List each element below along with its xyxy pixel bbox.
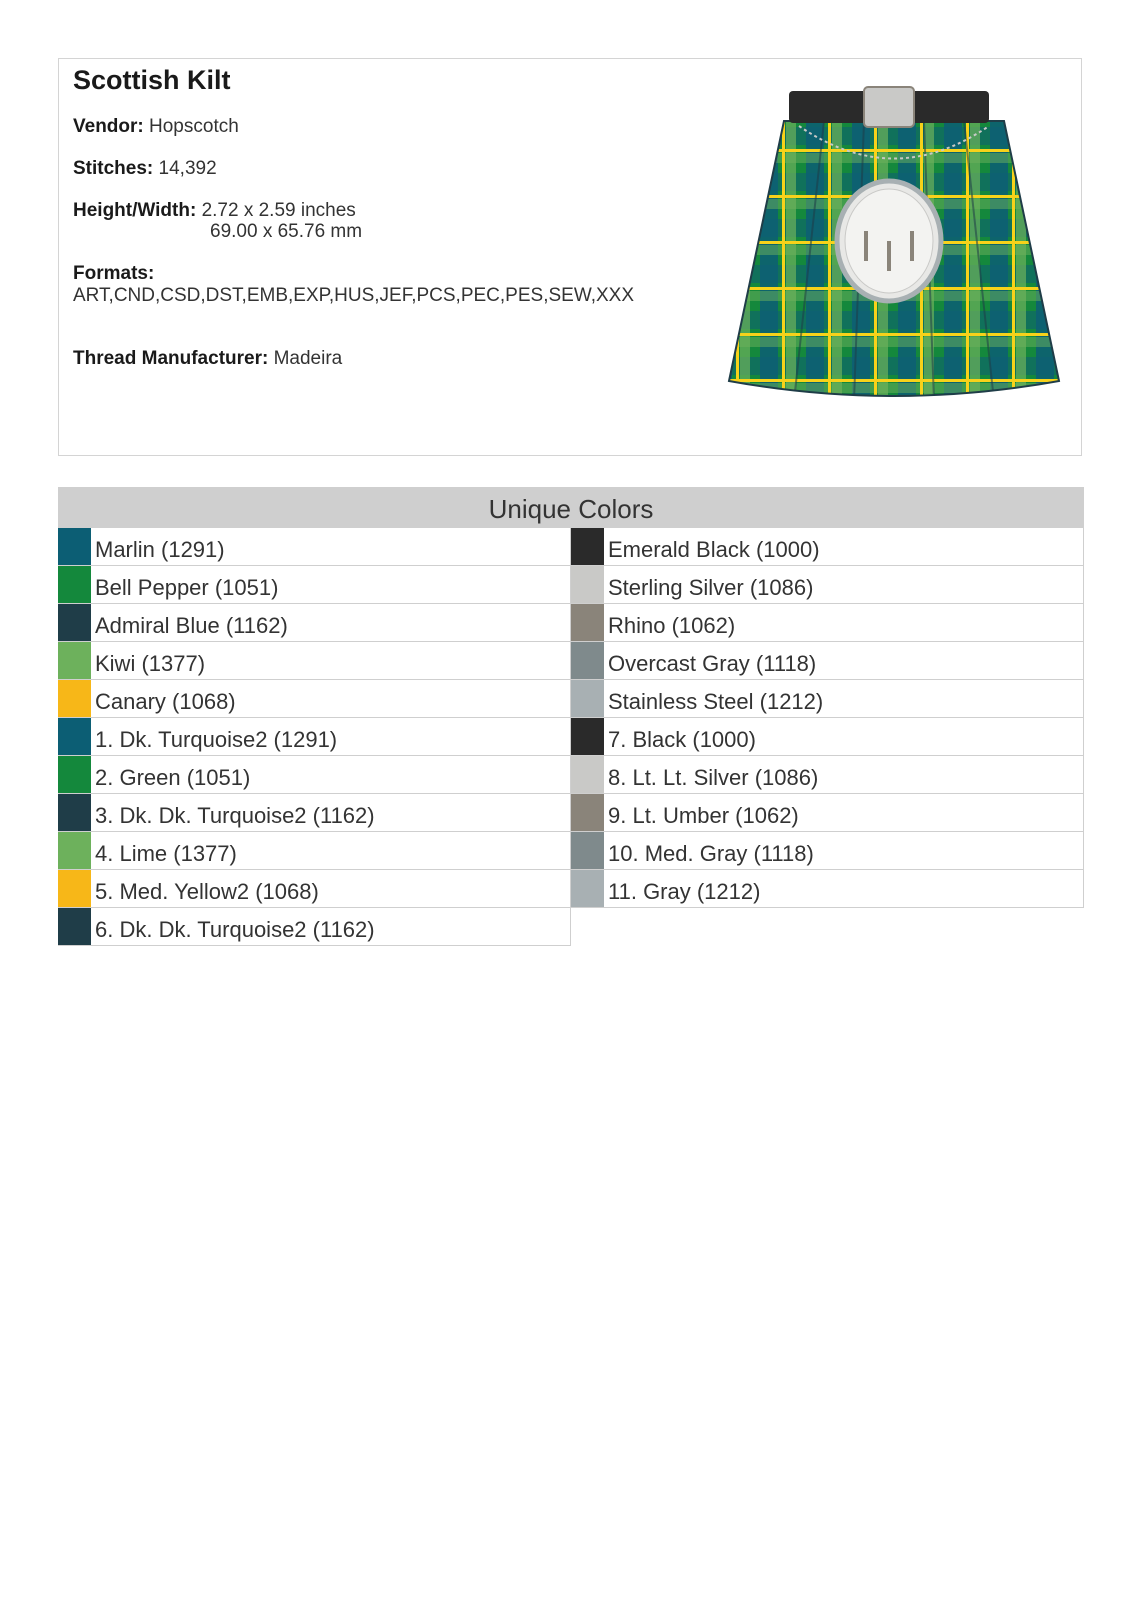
color-column-right (571, 528, 1084, 908)
color-label: 7. Black (1000) (608, 727, 756, 752)
color-swatch (58, 718, 91, 755)
color-row (58, 756, 571, 794)
color-swatch (58, 908, 91, 945)
color-label: 4. Lime (1377) (95, 841, 237, 866)
height-width-label: Height/Width: (73, 200, 197, 221)
color-swatch (58, 870, 91, 907)
color-row (571, 718, 1084, 756)
color-swatch (571, 718, 604, 755)
color-row (58, 794, 571, 832)
color-label: 8. Lt. Lt. Silver (1086) (608, 765, 819, 790)
color-label: 6. Dk. Dk. Turquoise2 (1162) (95, 917, 375, 942)
height-width-inches: 2.72 x 2.59 inches (201, 200, 356, 221)
color-row (58, 680, 571, 718)
color-row (571, 756, 1084, 794)
thread-manufacturer-value: Madeira (273, 348, 343, 369)
color-label: Sterling Silver (1086) (608, 575, 814, 600)
color-row (58, 566, 571, 604)
color-label: 3. Dk. Dk. Turquoise2 (1162) (95, 803, 375, 828)
height-width-mm: 69.00 x 65.76 mm (210, 221, 363, 242)
color-row (58, 642, 571, 680)
color-swatch (571, 528, 604, 565)
color-swatch (571, 794, 604, 831)
stitches-value: 14,392 (158, 158, 217, 179)
color-label: 1. Dk. Turquoise2 (1291) (95, 727, 338, 752)
design-info-card (58, 58, 1082, 456)
color-row (58, 604, 571, 642)
color-swatch (58, 794, 91, 831)
color-swatch (58, 642, 91, 679)
color-row (58, 870, 571, 908)
vendor-label: Vendor: (73, 116, 144, 137)
color-label: Admiral Blue (1162) (95, 613, 288, 638)
color-row (58, 832, 571, 870)
thread-manufacturer-label: Thread Manufacturer: (73, 348, 269, 369)
unique-colors-table (58, 487, 1084, 948)
stitches-label: Stitches: (73, 158, 154, 179)
color-label: Stainless Steel (1212) (608, 689, 824, 714)
color-row (58, 718, 571, 756)
color-swatch (571, 680, 604, 717)
color-swatch (58, 832, 91, 869)
color-swatch (571, 832, 604, 869)
color-swatch (571, 604, 604, 641)
formats-label-row (73, 263, 154, 285)
color-swatch (58, 604, 91, 641)
color-label: Bell Pepper (1051) (95, 575, 279, 600)
color-swatch (58, 566, 91, 603)
color-label: 11. Gray (1212) (608, 879, 761, 904)
color-swatch (571, 756, 604, 793)
color-row (571, 832, 1084, 870)
color-column-left (58, 528, 571, 946)
color-row (58, 528, 571, 566)
color-row (571, 566, 1084, 604)
unique-colors-header: Unique Colors (58, 487, 1084, 528)
color-label: Emerald Black (1000) (608, 537, 820, 562)
color-label: 9. Lt. Umber (1062) (608, 803, 799, 828)
vendor-row (73, 116, 239, 138)
color-row (571, 528, 1084, 566)
color-label: Canary (1068) (95, 689, 236, 714)
color-swatch (58, 528, 91, 565)
color-label: Marlin (1291) (95, 537, 225, 562)
kilt-embroidery-image (714, 81, 1064, 451)
color-swatch (571, 642, 604, 679)
color-label: 5. Med. Yellow2 (1068) (95, 879, 319, 904)
design-title: Scottish Kilt (73, 65, 231, 95)
color-swatch (571, 870, 604, 907)
height-width-row (73, 200, 356, 222)
color-row (571, 794, 1084, 832)
color-row (571, 680, 1084, 718)
color-swatch (58, 756, 91, 793)
color-swatch (58, 680, 91, 717)
color-row (58, 908, 571, 946)
belt-buckle (864, 87, 914, 127)
color-row (571, 642, 1084, 680)
color-row (571, 870, 1084, 908)
color-row (571, 604, 1084, 642)
color-swatch (571, 566, 604, 603)
stitches-row (73, 158, 217, 180)
formats-list: ART,CND,CSD,DST,EMB,EXP,HUS,JEF,PCS,PEC,PES,SEW,XXX (73, 285, 635, 306)
formats-label: Formats: (73, 263, 155, 284)
color-label: 2. Green (1051) (95, 765, 251, 790)
color-label: Kiwi (1377) (95, 651, 206, 676)
thread-manufacturer-row (73, 348, 342, 370)
vendor-value: Hopscotch (149, 116, 239, 137)
color-label: Rhino (1062) (608, 613, 736, 638)
color-label: 10. Med. Gray (1118) (608, 841, 814, 866)
color-label: Overcast Gray (1118) (608, 651, 817, 676)
